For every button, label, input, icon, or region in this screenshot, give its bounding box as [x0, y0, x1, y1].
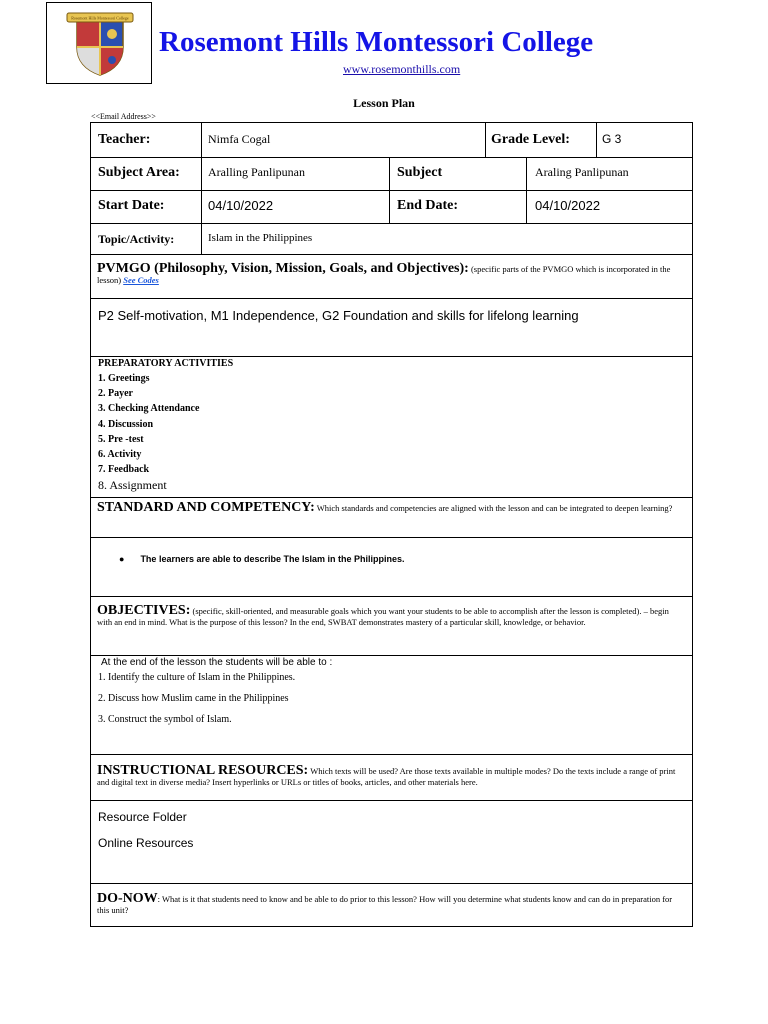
preparatory-item: 8. Assignment	[98, 478, 167, 492]
email-placeholder: <<Email Address>>	[91, 112, 156, 121]
end-date-value: 04/10/2022	[535, 198, 601, 213]
school-logo-box	[46, 2, 152, 84]
grade-level-value: G 3	[602, 132, 622, 146]
website-link[interactable]: www.rosemonthills.com	[343, 62, 461, 76]
preparatory-item: 3. Checking Attendance	[98, 403, 200, 415]
donow-description: : What is it that students need to know and be able to do prior to this lesson? How will you determine what students know and can do in preparation for this unit?	[97, 894, 673, 915]
see-codes-link[interactable]: See Codes	[123, 275, 159, 285]
bullet-icon: ●	[119, 554, 125, 564]
lesson-sections	[90, 254, 693, 927]
teacher-value: Nimfa Cogal	[208, 132, 271, 146]
resources-heading-block	[97, 765, 686, 788]
donow-heading: DO-NOW	[97, 891, 158, 906]
resource-item: Online Resources	[98, 836, 194, 850]
pvmgo-heading-block	[97, 263, 686, 286]
preparatory-item: 6. Activity	[98, 449, 142, 460]
subject-value: Araling Panlipunan	[535, 165, 629, 179]
document-title: Lesson Plan	[353, 96, 415, 110]
end-date-label: End Date:	[397, 198, 459, 213]
logo-banner-text: Rosemont Hills Montessori College	[71, 15, 129, 21]
subject-area-label: Subject Area:	[98, 165, 180, 180]
objectives-description: (specific, skill-oriented, and measurable goals which you want your students to be able to accomplish after the lesson is completed). – begin with an end in mind. What is the purpose of this lesson? In the end, SWBAT demonstrates mastery of a particular skill, knowledge, or behavior.	[97, 606, 669, 627]
objectives-intro: At the end of the lesson the students will be able to :	[101, 657, 333, 668]
subject-area-value: Aralling Panlipunan	[208, 165, 305, 179]
grade-level-label: Grade Level:	[491, 132, 570, 147]
objectives-heading: OBJECTIVES:	[97, 603, 191, 618]
objective-item: 2. Discuss how Muslim came in the Philippines	[98, 693, 289, 704]
pvmgo-content: P2 Self-motivation, M1 Independence, G2 Foundation and skills for lifelong learning	[98, 308, 579, 323]
topic-value: Islam in the Philippines	[208, 232, 313, 244]
objective-item: 1. Identify the culture of Islam in the Philippines.	[98, 672, 296, 683]
preparatory-heading: PREPARATORY ACTIVITIES	[98, 358, 234, 369]
start-date-value: 04/10/2022	[208, 198, 274, 213]
school-name: Rosemont Hills Montessori College	[159, 26, 594, 58]
resource-item: Resource Folder	[98, 810, 187, 824]
school-crest-icon	[65, 9, 135, 79]
donow-heading-block	[97, 893, 686, 916]
preparatory-item: 2. Payer	[98, 388, 133, 400]
resources-heading: INSTRUCTIONAL RESOURCES:	[97, 763, 309, 778]
preparatory-item: 5. Pre -test	[98, 433, 144, 445]
standard-description: Which standards and competencies are aligned with the lesson and can be integrated to deepen learning?	[314, 503, 673, 513]
preparatory-item: 7. Feedback	[98, 464, 150, 476]
subject-label: Subject	[397, 165, 443, 180]
start-date-label: Start Date:	[98, 198, 165, 213]
teacher-label: Teacher:	[98, 132, 151, 147]
resources-description: Which texts will be used? Are those texts available in multiple modes? Do the texts include a range of print and digital text in diverse media? Insert hyperlinks or URLs or titles of books, articles, and other materials here.	[97, 766, 676, 787]
info-table	[90, 122, 693, 255]
preparatory-item: 4. Discussion	[98, 418, 154, 430]
standard-bullet-text: The learners are able to describe The Islam in the Philippines.	[140, 554, 405, 564]
pvmgo-heading: PVMGO (Philosophy, Vision, Mission, Goals, and Objectives):	[97, 261, 469, 276]
preparatory-item: 1. Greetings	[98, 373, 150, 384]
standard-bullet-row	[119, 554, 405, 564]
objective-item: 3. Construct the symbol of Islam.	[98, 714, 232, 725]
pvmgo-description: (specific parts of the PVMGO which is incorporated in the lesson)	[97, 264, 671, 285]
topic-label: Topic/Activity:	[98, 232, 175, 246]
standard-heading: STANDARD AND COMPETENCY:	[97, 500, 315, 515]
standard-heading-block	[97, 502, 686, 514]
objectives-heading-block	[97, 605, 686, 628]
